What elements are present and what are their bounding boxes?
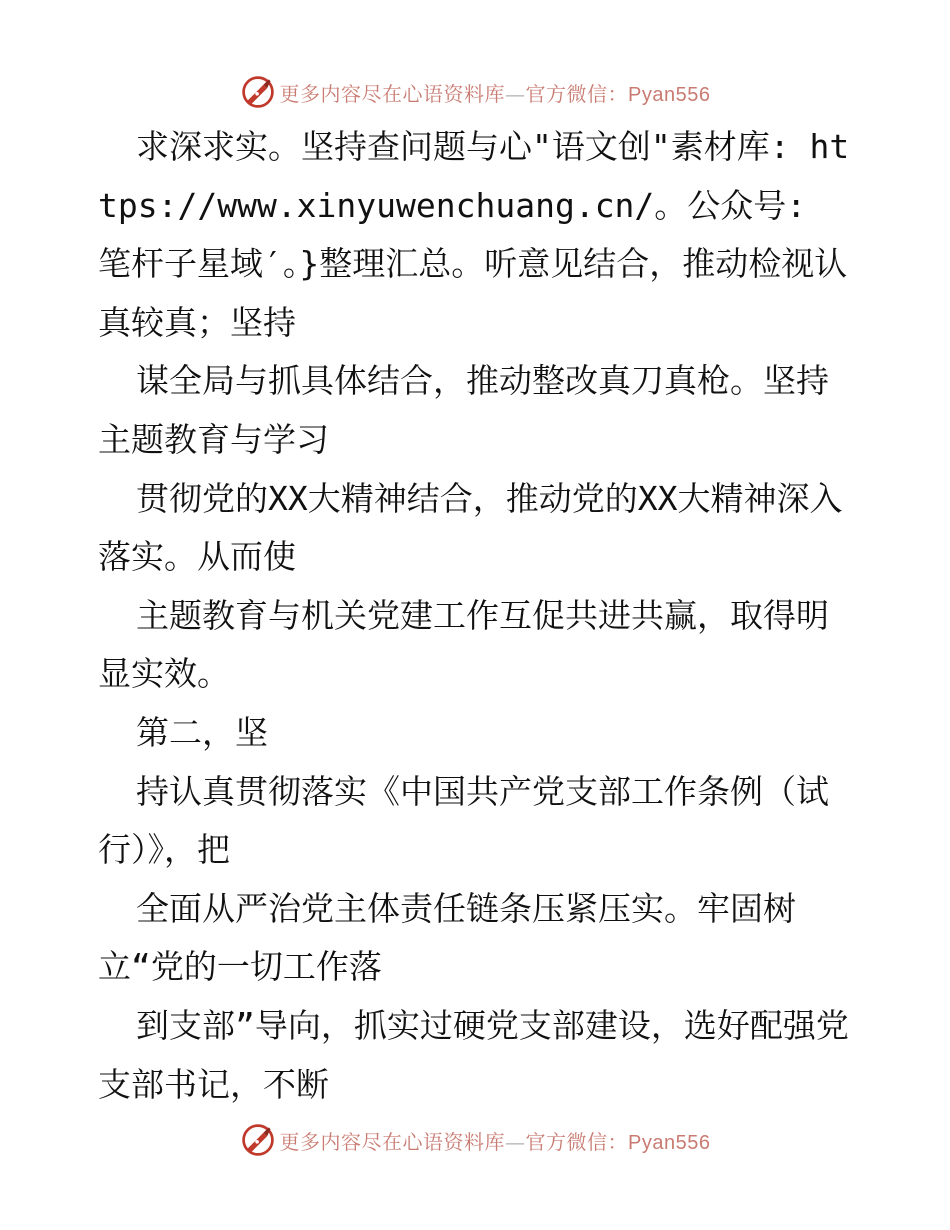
header-wechat-id: Pyan556 — [628, 83, 711, 106]
paragraph-3: 贯彻党的XX大精神结合，推动党的XX大精神深入落实。从而使 — [98, 478, 843, 577]
header-wechat-label: 官方微信： — [525, 81, 629, 106]
paragraph-5: 第二，坚 — [136, 712, 268, 752]
footer-dash: — — [505, 1129, 526, 1154]
footer-watermark-text — [280, 1126, 711, 1155]
paragraph-4: 主题教育与机关党建工作互促共进共赢，取得明显实效。 — [98, 595, 829, 694]
footer-watermark-banner — [0, 1120, 950, 1160]
footer-wechat-label: 官方微信： — [525, 1129, 629, 1154]
pen-nib-logo-icon — [240, 1122, 276, 1158]
paragraph-1: 求深求实。坚持查问题与心"语文创"素材库: https://www.xinyuwenchuang.cn/。公众号: 笔杆子星域′。}整理汇总。听意见结合，推动检视认真较真；坚持 — [98, 127, 850, 342]
footer-brand: 更多内容尽在心语资料库 — [279, 1129, 506, 1154]
document-body — [98, 118, 858, 1114]
paragraph-7: 全面从严治党主体责任链条压紧压实。牢固树立“党的一切工作落 — [98, 888, 796, 987]
paragraph-8: 到支部”导向，抓实过硬党支部建设，选好配强党支部书记，不断 — [98, 1005, 849, 1104]
paragraph-2: 谋全局与抓具体结合，推动整改真刀真枪。坚持主题教育与学习 — [98, 361, 829, 459]
header-brand: 更多内容尽在心语资料库 — [279, 81, 506, 106]
pen-nib-logo-icon — [240, 74, 276, 110]
header-dash: — — [505, 81, 526, 106]
header-watermark-banner — [0, 72, 950, 112]
header-watermark-text — [280, 78, 711, 107]
footer-wechat-id: Pyan556 — [628, 1131, 711, 1154]
paragraph-6: 持认真贯彻落实《中国共产党支部工作条例（试行）》，把 — [98, 771, 829, 870]
